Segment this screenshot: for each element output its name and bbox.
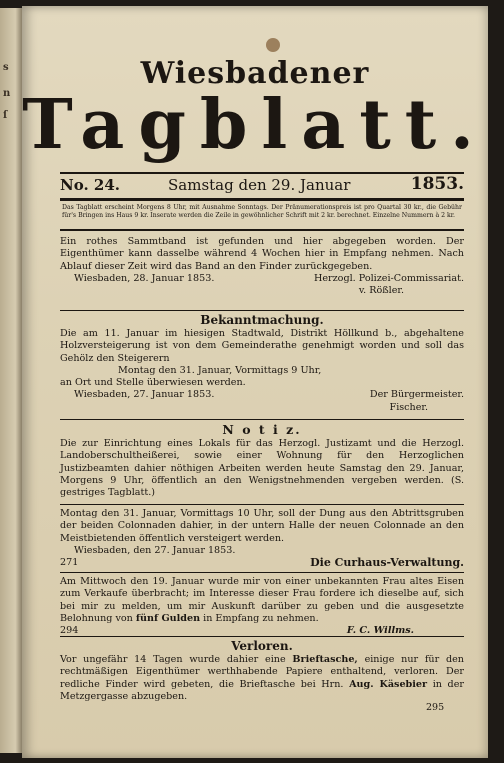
- bekanntmachung-signature-row: [60, 402, 464, 414]
- section-rule: [60, 229, 464, 231]
- iron-notice-end: in Empfang zu nehmen.: [203, 612, 319, 624]
- curhaus-text: Montag den 31. Januar, Vormittags 10 Uhr, soll der Dung aus den Abtrittsgruben der beiden Colonnaden dahier, in der untern Halle der neuen Colonnade an den Meistbietenden öffentlich versteigert werden.: [60, 508, 464, 544]
- notiz-text: Die zur Einrichtung eines Lokals für das Herzogl. Justizamt und die Herzogl. Landoberschultheißerei, sowie einer Wohnung für den Herzoglichen Justizbeamten dahier nöthigen Arbeiten werden heute Samstag den 29. Januar, Morgens 9 Uhr, öffentlich an den Wenigstnehmenden vergeben werden. (S. gestriges Tagblatt.): [60, 438, 464, 499]
- section-rule: [60, 572, 464, 573]
- verloren-heading: Verloren.: [231, 639, 293, 653]
- verloren-name: Aug. Käsebier: [349, 678, 428, 690]
- found-notice-text: Ein rothes Sammtband ist gefunden und hier abgegeben worden. Der Eigenthümer kann dasselbe während 4 Wochen hier in Empfang nehmen. Nach Ablauf dieser Zeit wird das Band an den Finder zurückgegeben.: [60, 236, 464, 272]
- bekanntmachung-office: Der Bürgermeister.: [369, 389, 464, 401]
- bekanntmachung-notice: [60, 328, 464, 414]
- issue-date: Samstag den 29. Januar: [168, 176, 351, 194]
- iron-notice-text: [60, 576, 464, 625]
- curhaus-number: 271: [60, 557, 79, 569]
- iron-notice-body: Am Mittwoch den 19. Januar wurde mir von einer unbekannten Frau altes Eisen zum Verkaufe überbracht; im Interesse dieser Frau fordere ich dieselbe auf, sich bei mir zu melden, um mir Auskunft darüber zu geben und die ausgesetzte Belohnung von: [60, 576, 464, 624]
- verloren-number: 295: [426, 702, 445, 713]
- margin-mark: n: [3, 88, 11, 99]
- bekanntmachung-footer: [60, 389, 464, 401]
- notiz-notice: [60, 438, 464, 499]
- margin-mark: s: [3, 62, 9, 73]
- notiz-heading: N o t i z.: [222, 422, 302, 437]
- iron-notice: [60, 576, 464, 637]
- found-notice-office: Herzogl. Polizei-Commissariat.: [313, 272, 464, 284]
- dateline: [60, 174, 464, 198]
- issue-number: No. 24.: [60, 176, 120, 194]
- binding-hole: [266, 38, 280, 52]
- bekanntmachung-text2: an Ort und Stelle überwiesen werden.: [60, 377, 246, 389]
- verloren-text-end: in der Metzgergasse abzugeben.: [60, 678, 464, 702]
- bekanntmachung-heading: Bekanntmachung.: [200, 313, 324, 327]
- found-notice-footer: [60, 273, 464, 285]
- found-notice-signature: v. Rößler.: [358, 285, 404, 297]
- section-rule: [60, 636, 464, 637]
- margin-mark: ſ: [3, 110, 8, 121]
- iron-notice-signature: F. C. Willms.: [346, 625, 414, 637]
- masthead-title-line2: Tagblatt.: [22, 85, 488, 165]
- curhaus-place-date: Wiesbaden, den 27. Januar 1853.: [74, 544, 236, 556]
- section-rule: [60, 310, 464, 311]
- verloren-text-start: Vor ungefähr 14 Tagen wurde dahier eine: [60, 654, 286, 665]
- bekanntmachung-place-date: Wiesbaden, 27. Januar 1853.: [74, 389, 215, 401]
- bekanntmachung-signature: Fischer.: [389, 401, 428, 413]
- section-rule: [60, 419, 464, 420]
- issue-year: 1853.: [410, 174, 464, 194]
- found-notice: [60, 236, 464, 297]
- found-notice-signature-row: [60, 285, 464, 297]
- curhaus-notice: [60, 508, 464, 569]
- verloren-notice: [60, 654, 464, 703]
- bekanntmachung-date-line: Montag den 31. Januar, Vormittags 9 Uhr,: [118, 364, 322, 376]
- verloren-text: [60, 654, 464, 703]
- bekanntmachung-text: Die am 11. Januar im hiesigen Stadtwald, Distrikt Höllkund b., abgehaltene Holzversteigerung ist von dem Gemeinderathe genehmigt worden und soll das Gehölz den Steigerern: [60, 328, 464, 364]
- section-rule: [60, 504, 464, 505]
- curhaus-footer: [60, 557, 464, 569]
- iron-notice-reward: fünf Gulden: [135, 612, 201, 624]
- adjacent-page-edge: [0, 8, 22, 753]
- curhaus-signature: Die Curhaus-Verwaltung.: [310, 556, 464, 570]
- subscription-notice: Das Tagblatt erscheint Morgens 8 Uhr, mit Ausnahme Sonntags. Der Pränumerationspreis ist pro Quartal 30 kr., die Gebühr für's Bringen ins Haus 9 kr. Inserate werden die Zeile in gewöhnlicher Schrift mit 2 kr. berechnet. Einzelne Nummern à 2 kr.: [62, 204, 462, 219]
- verloren-item: Brieftasche,: [292, 654, 358, 665]
- dateline-rule: [60, 198, 464, 201]
- verloren-text-mid: einige nur für den rechtmäßigen Eigenthümer werthhabende Papiere enthaltend, verloren. Der redliche Finder wird gebeten, die Brieftasche bei Hrn.: [60, 654, 464, 690]
- found-notice-place-date: Wiesbaden, 28. Januar 1853.: [74, 272, 215, 284]
- newspaper-page: [22, 6, 488, 758]
- masthead-title-line1: Wiesbadener: [140, 56, 370, 91]
- iron-notice-number: 294: [60, 625, 79, 637]
